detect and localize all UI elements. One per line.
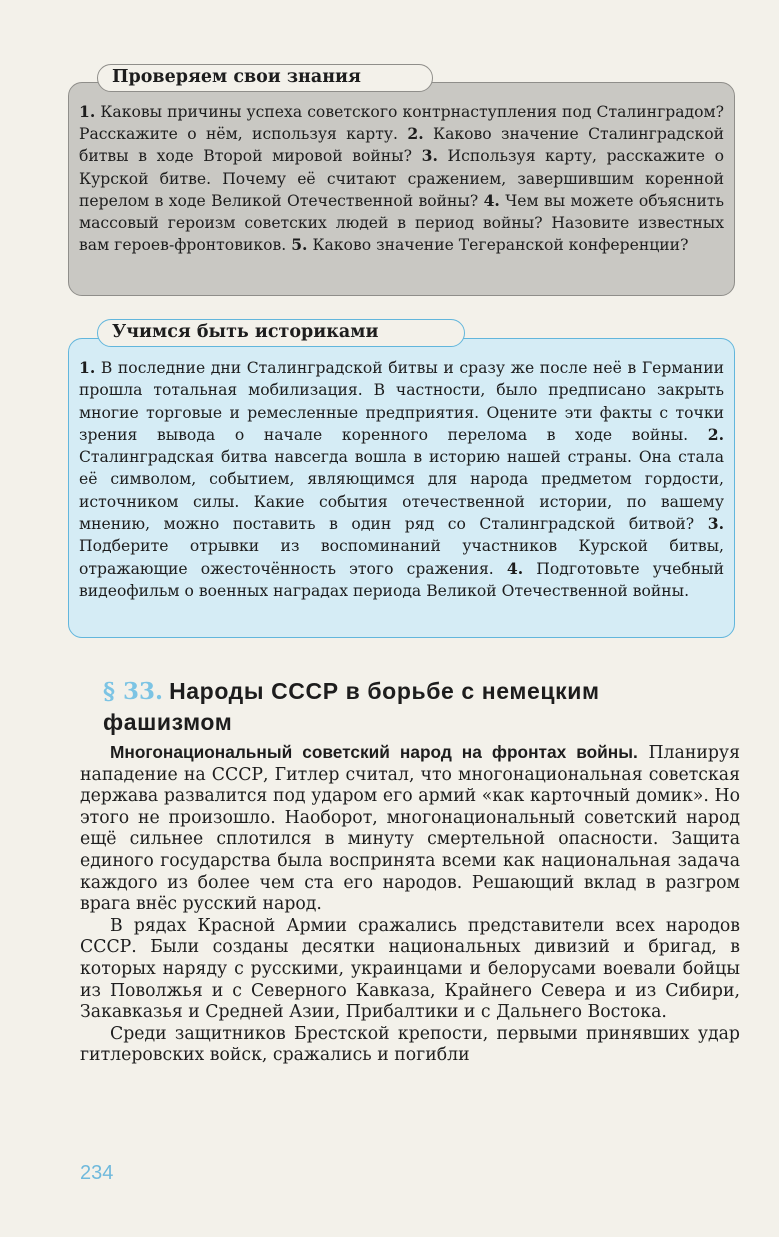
question-text: Чем вы можете объяснить массовый героизм советских людей в период войны? Назовите известных вам героев-фронтовиков. <box>79 191 725 255</box>
question-number: 1. <box>79 102 96 121</box>
question-text: Каково значение Сталинградской битвы в ходе Второй мировой войны? <box>79 125 724 166</box>
knowledge-check-box <box>68 82 735 296</box>
question-number: 3. <box>421 146 438 166</box>
question-number: 4. <box>483 190 500 210</box>
section-body <box>80 742 740 1067</box>
historian-task-heading: Учимся быть историками <box>97 319 465 347</box>
paragraph-subheading: Многонациональный советский народ на фронтах войны. <box>110 742 638 762</box>
page-number: 234 <box>80 1162 114 1184</box>
question-number: 5. <box>291 235 308 255</box>
paragraph-text: Планируя нападение на СССР, Гитлер считал, что многонациональная советская держава развалится под ударом его армий «как карточный домик». Но этого не произошло. Наоборот, многонациональный советский народ ещё сильнее сплотился в минуту смертельной опасности. Защита единого государства была воспринята всеми как национальная задача каждого из более чем ста его народов. Решающий вклад в разгром врага внёс русский народ. <box>80 743 740 915</box>
question-text: Используя карту, расскажите о Курской битве. Почему её считают сражением, завершившим коренной перелом в ходе Великой Отечественной войны? <box>79 147 724 210</box>
knowledge-check-heading: Проверяем свои знания <box>97 64 433 92</box>
paragraph: В рядах Красной Армии сражались представители всех народов СССР. Были созданы десятки национальных дивизий и бригад, в которых наряду с русскими, украинцами и белорусами воевали бойцы из Поволжья и с Северного Кавказа, Крайнего Севера и из Сибири, Закавказья и Средней Азии, Прибалтики и с Дальнего Востока. <box>80 915 740 1023</box>
task-text: Подберите отрывки из воспоминаний участников Курской битвы, отражающие ожесточённость этого сражения. <box>79 537 724 578</box>
knowledge-check-text <box>79 101 724 256</box>
task-number: 1. <box>79 358 96 377</box>
section-heading <box>103 676 733 737</box>
task-text: В последние дни Сталинградской битвы и сразу же после неё в Германии прошла тотальная мобилизация. В частности, было предписано закрыть многие торговые и ремесленные предприятия. Оцените эти факты с точки зрения вывода о начале коренного перелома в ходе войны. <box>79 359 724 444</box>
historian-task-text <box>79 357 724 602</box>
paragraph: Среди защитников Брестской крепости, первыми принявших удар гитлеровских войск, сражались и погибли <box>80 1023 740 1066</box>
task-number: 2. <box>707 424 724 444</box>
task-number: 4. <box>506 558 524 578</box>
section-number: § 33. <box>103 678 164 705</box>
question-number: 2. <box>407 124 424 144</box>
task-text: Подготовьте учебный видеофильм о военных наградах периода Великой Отечественной войны. <box>79 559 724 600</box>
question-text: Каковы причины успеха советского контрнаступления под Сталинградом? Расскажите о нём, используя карту. <box>79 103 724 144</box>
question-text: Каково значение Тегеранской конференции? <box>307 236 689 255</box>
section-title: Народы СССР в борьбе с немецким фашизмом <box>103 678 600 735</box>
paragraph <box>80 742 740 916</box>
task-number: 3. <box>707 514 724 534</box>
historian-task-box <box>68 338 735 638</box>
task-text: Сталинградская битва навсегда вошла в историю нашей страны. Она стала её символом, событием, являющимся для народа предметом гордости, источником силы. Какие события отечественной истории, по вашему мнению, можно поставить в один ряд со Сталинградской битвой? <box>79 448 724 534</box>
